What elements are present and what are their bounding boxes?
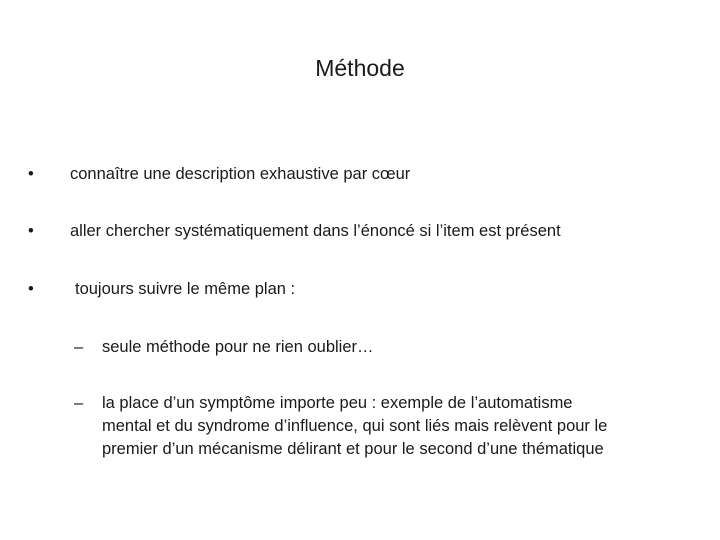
bullet-text: connaître une description exhaustive par cœur — [70, 165, 411, 183]
sub-bullet-line: la place d’un symptôme importe peu : exemple de l’automatisme — [102, 394, 573, 412]
sub-bullet-text — [102, 392, 692, 461]
bullet-marker: • — [28, 165, 34, 183]
bullet-text: aller chercher systématiquement dans l’énoncé si l’item est présent — [70, 222, 561, 240]
bullet-marker: • — [28, 280, 34, 298]
bullet-text: toujours suivre le même plan : — [75, 280, 296, 298]
sub-bullet-text: seule méthode pour ne rien oublier… — [102, 338, 374, 356]
sub-bullet-line: premier d’un mécanisme délirant et pour le second d’une thématique — [102, 440, 604, 458]
slide-title: Méthode — [315, 55, 405, 81]
sub-bullet-item — [74, 392, 714, 464]
sub-bullet-marker: – — [74, 338, 84, 356]
sub-bullet-marker: – — [74, 394, 84, 412]
bullet-marker: • — [28, 222, 34, 240]
sub-bullet-line: mental et du syndrome d’influence, qui sont liés mais relèvent pour le — [102, 417, 608, 435]
sub-bullet-item — [74, 336, 714, 360]
